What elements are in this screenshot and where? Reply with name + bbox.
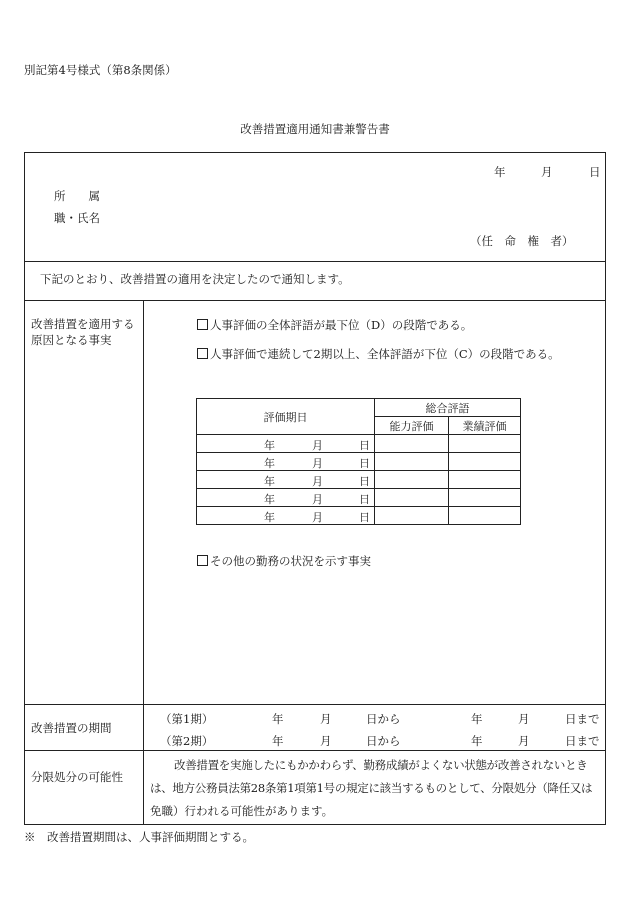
- appointer-label: （任 命 権 者）: [470, 234, 574, 248]
- term-label: （第2期）: [160, 734, 214, 748]
- eval-period-header: 評価期日: [197, 399, 375, 435]
- frame-right: [605, 152, 606, 825]
- eval-performance-header: 業績評価: [449, 417, 521, 435]
- start-year: 年: [272, 712, 284, 726]
- cause-label-line1: 改善措置を適用する: [31, 317, 135, 331]
- end-day: 日まで: [565, 712, 600, 726]
- table-row: 年 月 日: [197, 489, 521, 507]
- eval-overall-header: 総合評語: [375, 399, 521, 417]
- end-month: 月: [518, 712, 530, 726]
- ability-cell[interactable]: [375, 507, 449, 525]
- start-year: 年: [272, 734, 284, 748]
- start-day: 日から: [366, 712, 401, 726]
- table-row: 年 月 日: [197, 471, 521, 489]
- cause-option-d[interactable]: [197, 317, 472, 333]
- evaluation-table: [196, 398, 521, 525]
- cause-option-c[interactable]: [197, 346, 560, 362]
- disposition-line2: は、地方公務員法第28条第1項第1号の規定に該当するものとして、分限処分（降任又は: [150, 781, 593, 795]
- position-name-label: 職・氏名: [54, 211, 100, 225]
- disposition-line1: 改善措置を実施したにもかかわらず、勤務成績がよくない状態が改善されないとき: [174, 758, 588, 772]
- eval-ability-header: 能力評価: [375, 417, 449, 435]
- table-row: 年 月 日: [197, 435, 521, 453]
- period-label: 改善措置の期間: [31, 721, 112, 735]
- date-month: 月: [541, 165, 553, 179]
- form-reference: 別記第4号様式（第8条関係）: [24, 63, 177, 77]
- end-day: 日まで: [565, 734, 600, 748]
- checkbox-icon[interactable]: [197, 555, 208, 566]
- end-year: 年: [471, 734, 483, 748]
- ability-cell[interactable]: [375, 435, 449, 453]
- document-title: 改善措置適用通知書兼警告書: [240, 122, 390, 136]
- performance-cell[interactable]: [449, 471, 521, 489]
- performance-cell[interactable]: [449, 489, 521, 507]
- divider-header: [24, 261, 606, 262]
- ability-cell[interactable]: [375, 453, 449, 471]
- cause-option-c-label: 人事評価で連続して2期以上、全体評語が下位（C）の段階である。: [210, 347, 560, 361]
- cause-label-line2: 原因となる事実: [31, 333, 112, 347]
- frame-bottom: [24, 824, 606, 825]
- date-day: 日: [589, 165, 601, 179]
- start-month: 月: [320, 712, 332, 726]
- notice-text: 下記のとおり、改善措置の適用を決定したので通知します。: [40, 272, 350, 286]
- table-row: 年 月 日: [197, 453, 521, 471]
- cause-option-other-label: その他の勤務の状況を示す事実: [210, 554, 371, 568]
- ability-cell[interactable]: [375, 489, 449, 507]
- ability-cell[interactable]: [375, 471, 449, 489]
- table-row: 年 月 日: [197, 507, 521, 525]
- performance-cell[interactable]: [449, 435, 521, 453]
- disposition-line3: 免職）行われる可能性があります。: [150, 804, 334, 818]
- cause-option-other[interactable]: [197, 553, 371, 569]
- performance-cell[interactable]: [449, 453, 521, 471]
- divider-period: [24, 750, 606, 751]
- start-day: 日から: [366, 734, 401, 748]
- date-year: 年: [494, 165, 506, 179]
- divider-cause: [24, 704, 606, 705]
- cause-option-d-label: 人事評価の全体評語が最下位（D）の段階である。: [210, 318, 473, 332]
- performance-cell[interactable]: [449, 507, 521, 525]
- end-year: 年: [471, 712, 483, 726]
- disposition-label: 分限処分の可能性: [31, 770, 123, 784]
- end-month: 月: [518, 734, 530, 748]
- term-label: （第1期）: [160, 712, 214, 726]
- start-month: 月: [320, 734, 332, 748]
- footnote: ※ 改善措置期間は、人事評価期間とする。: [24, 830, 254, 844]
- frame-top: [24, 152, 606, 153]
- checkbox-icon[interactable]: [197, 319, 208, 330]
- label-column-divider: [143, 300, 144, 825]
- divider-notice: [24, 300, 606, 301]
- checkbox-icon[interactable]: [197, 348, 208, 359]
- affiliation-label: 所 属: [54, 189, 100, 203]
- frame-left: [24, 152, 25, 825]
